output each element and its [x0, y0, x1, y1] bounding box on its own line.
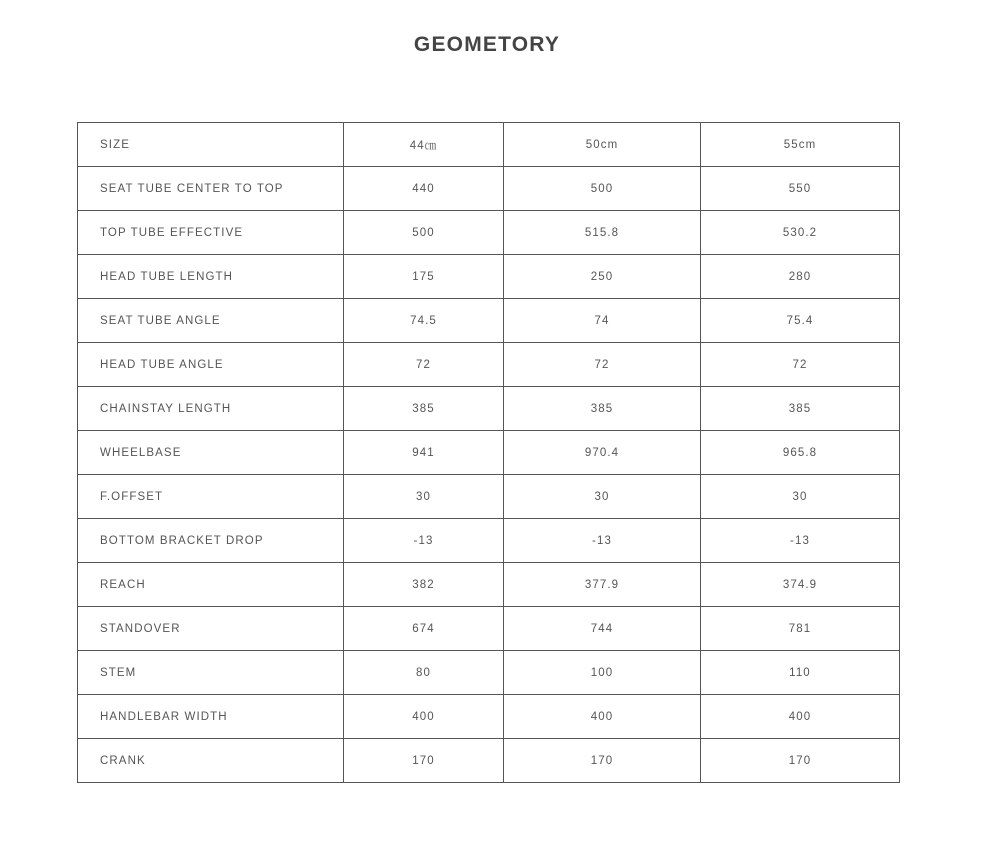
table-cell: 965.8: [701, 431, 900, 475]
table-cell: 400: [344, 695, 504, 739]
table-row: [78, 739, 900, 783]
table-cell: 30: [701, 475, 900, 519]
row-label: TOP TUBE EFFECTIVE: [78, 211, 344, 255]
table-cell: 440: [344, 167, 504, 211]
row-label: CHAINSTAY LENGTH: [78, 387, 344, 431]
table-cell: 80: [344, 651, 504, 695]
table-row: [78, 343, 900, 387]
table-cell: 385: [701, 387, 900, 431]
table-cell: 280: [701, 255, 900, 299]
table-cell: 50cm: [504, 123, 701, 167]
table-row: [78, 475, 900, 519]
row-label: BOTTOM BRACKET DROP: [78, 519, 344, 563]
row-label: SEAT TUBE CENTER TO TOP: [78, 167, 344, 211]
table-cell: -13: [701, 519, 900, 563]
row-label: WHEELBASE: [78, 431, 344, 475]
table-cell: 110: [701, 651, 900, 695]
table-cell: 781: [701, 607, 900, 651]
table-cell: 170: [701, 739, 900, 783]
table-cell: 100: [504, 651, 701, 695]
table-cell: 170: [504, 739, 701, 783]
row-label: CRANK: [78, 739, 344, 783]
table-cell: 515.8: [504, 211, 701, 255]
row-label: REACH: [78, 563, 344, 607]
row-label: HANDLEBAR WIDTH: [78, 695, 344, 739]
table-row: [78, 607, 900, 651]
table-cell: 75.4: [701, 299, 900, 343]
row-label: HEAD TUBE ANGLE: [78, 343, 344, 387]
table-cell: 744: [504, 607, 701, 651]
table-row: [78, 299, 900, 343]
table-cell: 72: [344, 343, 504, 387]
table-row: [78, 431, 900, 475]
table-row: [78, 211, 900, 255]
table-cell: 500: [504, 167, 701, 211]
geometry-table: [77, 122, 900, 783]
table-cell: 74: [504, 299, 701, 343]
row-label: SEAT TUBE ANGLE: [78, 299, 344, 343]
table-cell: 530.2: [701, 211, 900, 255]
table-cell: 382: [344, 563, 504, 607]
table-cell: 30: [344, 475, 504, 519]
table-cell: 55cm: [701, 123, 900, 167]
table-row: [78, 563, 900, 607]
table-cell: 970.4: [504, 431, 701, 475]
table-cell: -13: [504, 519, 701, 563]
table-cell: 44㎝: [344, 123, 504, 167]
row-label: F.OFFSET: [78, 475, 344, 519]
table-cell: 374.9: [701, 563, 900, 607]
table-row: [78, 123, 900, 167]
row-label: HEAD TUBE LENGTH: [78, 255, 344, 299]
table-cell: 72: [504, 343, 701, 387]
table-cell: 500: [344, 211, 504, 255]
table-cell: 170: [344, 739, 504, 783]
table-cell: 175: [344, 255, 504, 299]
row-label: STANDOVER: [78, 607, 344, 651]
table-row: [78, 387, 900, 431]
table-cell: 30: [504, 475, 701, 519]
table-cell: 377.9: [504, 563, 701, 607]
table-row: [78, 167, 900, 211]
table-row: [78, 255, 900, 299]
table-cell: -13: [344, 519, 504, 563]
table-cell: 550: [701, 167, 900, 211]
table-cell: 941: [344, 431, 504, 475]
table-cell: 74.5: [344, 299, 504, 343]
row-label: STEM: [78, 651, 344, 695]
table-cell: 400: [701, 695, 900, 739]
row-label: SIZE: [78, 123, 344, 167]
table-cell: 385: [504, 387, 701, 431]
table-cell: 674: [344, 607, 504, 651]
table-cell: 250: [504, 255, 701, 299]
geometry-table-body: [78, 123, 900, 783]
table-cell: 400: [504, 695, 701, 739]
page-title: GEOMETORY: [413, 33, 561, 56]
table-cell: 72: [701, 343, 900, 387]
table-row: [78, 651, 900, 695]
table-row: [78, 519, 900, 563]
table-cell: 385: [344, 387, 504, 431]
table-row: [78, 695, 900, 739]
